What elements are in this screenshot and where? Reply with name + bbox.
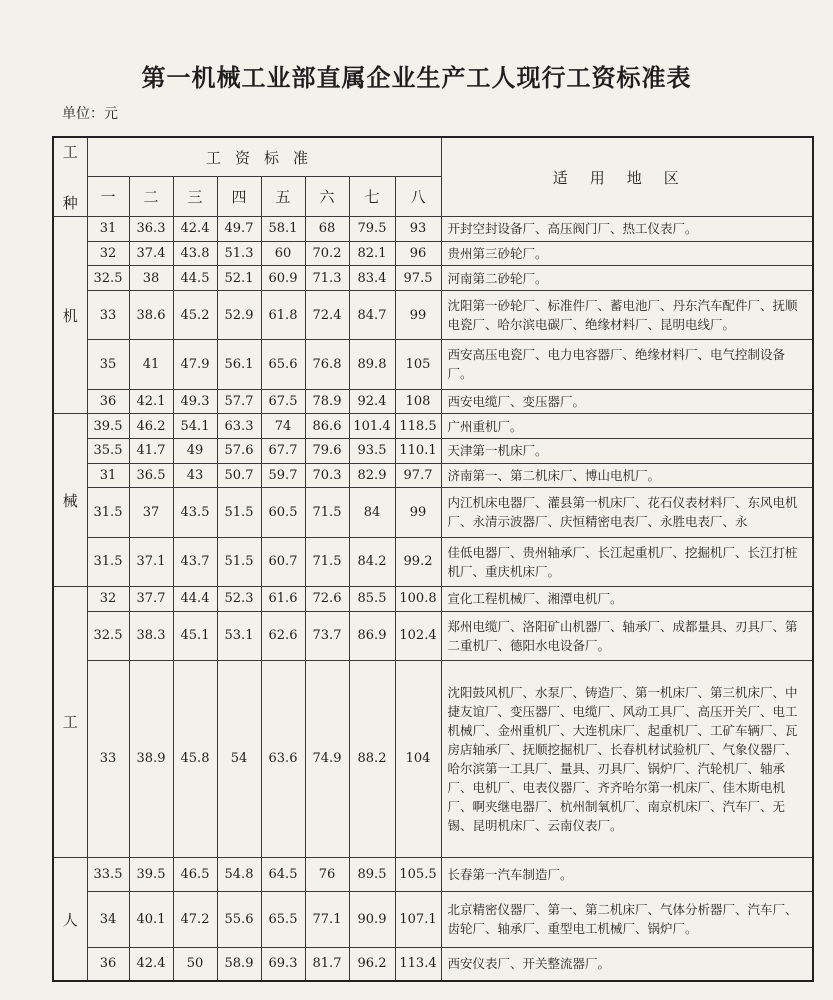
table-row bbox=[53, 488, 813, 537]
wage-cell: 99 bbox=[395, 488, 441, 537]
wage-cell: 97.5 bbox=[395, 266, 441, 291]
wage-cell: 62.6 bbox=[261, 611, 305, 660]
wage-cell: 52.1 bbox=[217, 266, 261, 291]
area-cell: 贵州第三砂轮厂。 bbox=[441, 241, 813, 266]
wage-cell: 32.5 bbox=[87, 266, 129, 291]
wage-cell: 70.3 bbox=[305, 463, 349, 488]
wage-cell: 31 bbox=[87, 217, 129, 242]
wage-cell: 33.5 bbox=[87, 858, 129, 892]
wage-cell: 44.4 bbox=[173, 586, 217, 611]
wage-cell: 37 bbox=[129, 488, 173, 537]
wage-cell: 52.9 bbox=[217, 290, 261, 339]
wage-cell: 72.4 bbox=[305, 290, 349, 339]
wage-cell: 32 bbox=[87, 241, 129, 266]
wage-cell: 40.1 bbox=[129, 891, 173, 947]
wage-cell: 86.9 bbox=[349, 611, 395, 660]
area-cell: 广州重机厂。 bbox=[441, 414, 813, 439]
table-row bbox=[53, 389, 813, 414]
wage-cell: 86.6 bbox=[305, 414, 349, 439]
wage-cell: 65.5 bbox=[261, 891, 305, 947]
wage-cell: 45.2 bbox=[173, 290, 217, 339]
wage-cell: 33 bbox=[87, 660, 129, 857]
wage-cell: 107.1 bbox=[395, 891, 441, 947]
area-cell: 北京精密仪器厂、第一、第二机床厂、气体分析器厂、汽车厂、齿轮厂、轴承厂、重型电工机械厂、锅炉厂。 bbox=[441, 891, 813, 947]
area-header: 适用地区 bbox=[441, 137, 813, 217]
wage-cell: 54.1 bbox=[173, 414, 217, 439]
wage-cell: 79.5 bbox=[349, 217, 395, 242]
wage-cell: 76 bbox=[305, 858, 349, 892]
wage-cell: 105 bbox=[395, 340, 441, 389]
wage-cell: 93.5 bbox=[349, 438, 395, 463]
wage-cell: 72.6 bbox=[305, 586, 349, 611]
wage-cell: 35 bbox=[87, 340, 129, 389]
wage-cell: 70.2 bbox=[305, 241, 349, 266]
wage-cell: 52.3 bbox=[217, 586, 261, 611]
wage-cell: 56.1 bbox=[217, 340, 261, 389]
category-cell: 工 bbox=[53, 586, 87, 857]
wage-cell: 37.4 bbox=[129, 241, 173, 266]
wage-cell: 43.7 bbox=[173, 537, 217, 586]
wage-cell: 84.7 bbox=[349, 290, 395, 339]
wage-cell: 43 bbox=[173, 463, 217, 488]
wage-cell: 64.5 bbox=[261, 858, 305, 892]
wage-cell: 39.5 bbox=[87, 414, 129, 439]
table-row bbox=[53, 438, 813, 463]
area-cell: 沈阳第一砂轮厂、标准件厂、蓄电池厂、丹东汽车配件厂、抚顺电瓷厂、哈尔滨电碳厂、绝缘材料厂、昆明电线厂。 bbox=[441, 290, 813, 339]
category-cell: 人 bbox=[53, 858, 87, 981]
wage-cell: 43.8 bbox=[173, 241, 217, 266]
area-cell: 佳低电器厂、贵州轴承厂、长江起重机厂、挖掘机厂、长江打桩机厂、重庆机床厂。 bbox=[441, 537, 813, 586]
wage-cell: 33 bbox=[87, 290, 129, 339]
wage-cell: 99.2 bbox=[395, 537, 441, 586]
area-cell: 西安仪表厂、开关整流器厂。 bbox=[441, 947, 813, 981]
grade-header: 七 bbox=[349, 177, 395, 217]
wage-cell: 51.3 bbox=[217, 241, 261, 266]
wage-cell: 85.5 bbox=[349, 586, 395, 611]
wage-cell: 45.8 bbox=[173, 660, 217, 857]
wage-cell: 41 bbox=[129, 340, 173, 389]
table-row bbox=[53, 611, 813, 660]
area-cell: 宣化工程机械厂、湘潭电机厂。 bbox=[441, 586, 813, 611]
wage-cell: 110.1 bbox=[395, 438, 441, 463]
category-header-bottom: 种 bbox=[62, 194, 78, 212]
category-cell: 机 bbox=[53, 217, 87, 414]
grade-header: 三 bbox=[173, 177, 217, 217]
wage-cell: 101.4 bbox=[349, 414, 395, 439]
wage-cell: 38.3 bbox=[129, 611, 173, 660]
wage-cell: 36 bbox=[87, 389, 129, 414]
wage-cell: 63.6 bbox=[261, 660, 305, 857]
wage-cell: 96.2 bbox=[349, 947, 395, 981]
wage-cell: 58.9 bbox=[217, 947, 261, 981]
wage-cell: 76.8 bbox=[305, 340, 349, 389]
wage-cell: 36.5 bbox=[129, 463, 173, 488]
wage-cell: 57.7 bbox=[217, 389, 261, 414]
wage-cell: 69.3 bbox=[261, 947, 305, 981]
table-row bbox=[53, 586, 813, 611]
wage-cell: 32 bbox=[87, 586, 129, 611]
wage-cell: 118.5 bbox=[395, 414, 441, 439]
wage-table bbox=[52, 136, 814, 982]
wage-cell: 89.5 bbox=[349, 858, 395, 892]
wage-cell: 83.4 bbox=[349, 266, 395, 291]
category-header bbox=[53, 137, 87, 217]
table-row bbox=[53, 947, 813, 981]
wage-cell: 63.3 bbox=[217, 414, 261, 439]
wage-standard-header: 工资标准 bbox=[87, 137, 441, 177]
wage-cell: 38.9 bbox=[129, 660, 173, 857]
wage-cell: 68 bbox=[305, 217, 349, 242]
wage-cell: 74 bbox=[261, 414, 305, 439]
wage-cell: 84.2 bbox=[349, 537, 395, 586]
wage-cell: 50.7 bbox=[217, 463, 261, 488]
wage-cell: 41.7 bbox=[129, 438, 173, 463]
wage-cell: 60 bbox=[261, 241, 305, 266]
wage-cell: 90.9 bbox=[349, 891, 395, 947]
wage-cell: 96 bbox=[395, 241, 441, 266]
wage-cell: 54 bbox=[217, 660, 261, 857]
table-body bbox=[53, 217, 813, 982]
wage-cell: 73.7 bbox=[305, 611, 349, 660]
wage-cell: 67.7 bbox=[261, 438, 305, 463]
wage-cell: 104 bbox=[395, 660, 441, 857]
wage-cell: 51.5 bbox=[217, 488, 261, 537]
wage-cell: 50 bbox=[173, 947, 217, 981]
grade-header: 八 bbox=[395, 177, 441, 217]
wage-cell: 82.9 bbox=[349, 463, 395, 488]
wage-cell: 51.5 bbox=[217, 537, 261, 586]
wage-cell: 35.5 bbox=[87, 438, 129, 463]
wage-cell: 81.7 bbox=[305, 947, 349, 981]
wage-cell: 49 bbox=[173, 438, 217, 463]
wage-cell: 59.7 bbox=[261, 463, 305, 488]
wage-cell: 71.5 bbox=[305, 488, 349, 537]
table-row bbox=[53, 266, 813, 291]
wage-cell: 42.4 bbox=[173, 217, 217, 242]
unit-label: 单位：元 bbox=[62, 106, 118, 122]
wage-cell: 46.2 bbox=[129, 414, 173, 439]
table-row bbox=[53, 537, 813, 586]
wage-cell: 74.9 bbox=[305, 660, 349, 857]
area-cell: 郑州电缆厂、洛阳矿山机器厂、轴承厂、成都量具、刃具厂、第二重机厂、德阳水电设备厂。 bbox=[441, 611, 813, 660]
wage-cell: 105.5 bbox=[395, 858, 441, 892]
wage-cell: 38 bbox=[129, 266, 173, 291]
wage-cell: 31.5 bbox=[87, 488, 129, 537]
wage-cell: 37.7 bbox=[129, 586, 173, 611]
table-row bbox=[53, 217, 813, 242]
area-cell: 长春第一汽车制造厂。 bbox=[441, 858, 813, 892]
wage-cell: 34 bbox=[87, 891, 129, 947]
table-row bbox=[53, 414, 813, 439]
category-cell: 械 bbox=[53, 414, 87, 587]
wage-cell: 99 bbox=[395, 290, 441, 339]
wage-cell: 37.1 bbox=[129, 537, 173, 586]
area-cell: 河南第二砂轮厂。 bbox=[441, 266, 813, 291]
area-cell: 内江机床电器厂、灌县第一机床厂、花石仪表材料厂、东风电机厂、永清示波器厂、庆恒精密电表厂、永胜电表厂、永 bbox=[441, 488, 813, 537]
wage-cell: 36.3 bbox=[129, 217, 173, 242]
table-row bbox=[53, 858, 813, 892]
grade-header: 五 bbox=[261, 177, 305, 217]
wage-cell: 93 bbox=[395, 217, 441, 242]
wage-cell: 84 bbox=[349, 488, 395, 537]
wage-cell: 39.5 bbox=[129, 858, 173, 892]
wage-cell: 60.9 bbox=[261, 266, 305, 291]
wage-cell: 71.3 bbox=[305, 266, 349, 291]
wage-cell: 32.5 bbox=[87, 611, 129, 660]
grade-header: 二 bbox=[129, 177, 173, 217]
table-row bbox=[53, 660, 813, 857]
wage-cell: 60.7 bbox=[261, 537, 305, 586]
wage-cell: 47.2 bbox=[173, 891, 217, 947]
wage-cell: 67.5 bbox=[261, 389, 305, 414]
wage-cell: 46.5 bbox=[173, 858, 217, 892]
wage-cell: 45.1 bbox=[173, 611, 217, 660]
wage-cell: 100.8 bbox=[395, 586, 441, 611]
wage-cell: 92.4 bbox=[349, 389, 395, 414]
wage-cell: 65.6 bbox=[261, 340, 305, 389]
wage-cell: 61.6 bbox=[261, 586, 305, 611]
wage-cell: 53.1 bbox=[217, 611, 261, 660]
table-row bbox=[53, 463, 813, 488]
wage-cell: 60.5 bbox=[261, 488, 305, 537]
area-cell: 天津第一机床厂。 bbox=[441, 438, 813, 463]
area-cell: 西安高压电瓷厂、电力电容器厂、绝缘材料厂、电气控制设备厂。 bbox=[441, 340, 813, 389]
wage-cell: 58.1 bbox=[261, 217, 305, 242]
grade-header: 一 bbox=[87, 177, 129, 217]
wage-cell: 88.2 bbox=[349, 660, 395, 857]
wage-cell: 71.5 bbox=[305, 537, 349, 586]
wage-cell: 54.8 bbox=[217, 858, 261, 892]
wage-cell: 82.1 bbox=[349, 241, 395, 266]
wage-cell: 42.4 bbox=[129, 947, 173, 981]
wage-cell: 31.5 bbox=[87, 537, 129, 586]
wage-cell: 97.7 bbox=[395, 463, 441, 488]
wage-cell: 57.6 bbox=[217, 438, 261, 463]
table-row bbox=[53, 290, 813, 339]
wage-cell: 89.8 bbox=[349, 340, 395, 389]
wage-cell: 44.5 bbox=[173, 266, 217, 291]
area-cell: 西安电缆厂、变压器厂。 bbox=[441, 389, 813, 414]
table-row bbox=[53, 241, 813, 266]
wage-cell: 36 bbox=[87, 947, 129, 981]
wage-cell: 79.6 bbox=[305, 438, 349, 463]
area-cell: 开封空封设备厂、高压阀门厂、热工仪表厂。 bbox=[441, 217, 813, 242]
wage-cell: 113.4 bbox=[395, 947, 441, 981]
wage-cell: 77.1 bbox=[305, 891, 349, 947]
wage-cell: 42.1 bbox=[129, 389, 173, 414]
page-title: 第一机械工业部直属企业生产工人现行工资标准表 bbox=[141, 63, 692, 92]
wage-cell: 49.3 bbox=[173, 389, 217, 414]
area-cell: 济南第一、第二机床厂、博山电机厂。 bbox=[441, 463, 813, 488]
wage-cell: 55.6 bbox=[217, 891, 261, 947]
wage-cell: 102.4 bbox=[395, 611, 441, 660]
wage-cell: 78.9 bbox=[305, 389, 349, 414]
wage-cell: 47.9 bbox=[173, 340, 217, 389]
wage-cell: 61.8 bbox=[261, 290, 305, 339]
grade-header: 四 bbox=[217, 177, 261, 217]
category-header-top: 工 bbox=[62, 143, 78, 161]
wage-cell: 49.7 bbox=[217, 217, 261, 242]
wage-cell: 43.5 bbox=[173, 488, 217, 537]
grade-header: 六 bbox=[305, 177, 349, 217]
area-cell: 沈阳鼓风机厂、水泵厂、铸造厂、第一机床厂、第三机床厂、中捷友谊厂、变压器厂、电缆厂、风动工具厂、高压开关厂、电工机械厂、金州重机厂、大连机床厂、起重机厂、工矿车辆厂、瓦房店轴承厂、抚顺挖掘机厂、长春机材试验机厂、气象仪器厂、哈尔滨第一工具厂、量具、刃具厂、锅炉厂、汽轮机厂、轴承厂、电机厂、电表仪器厂、齐齐哈尔第一机床厂、佳木斯电机厂、啊夹继电器厂、杭州制氧机厂、南京机床厂、汽车厂、无锡、昆明机床厂、云南仪表厂。 bbox=[441, 660, 813, 857]
table-row bbox=[53, 340, 813, 389]
wage-cell: 31 bbox=[87, 463, 129, 488]
table-row bbox=[53, 891, 813, 947]
wage-cell: 38.6 bbox=[129, 290, 173, 339]
wage-cell: 108 bbox=[395, 389, 441, 414]
